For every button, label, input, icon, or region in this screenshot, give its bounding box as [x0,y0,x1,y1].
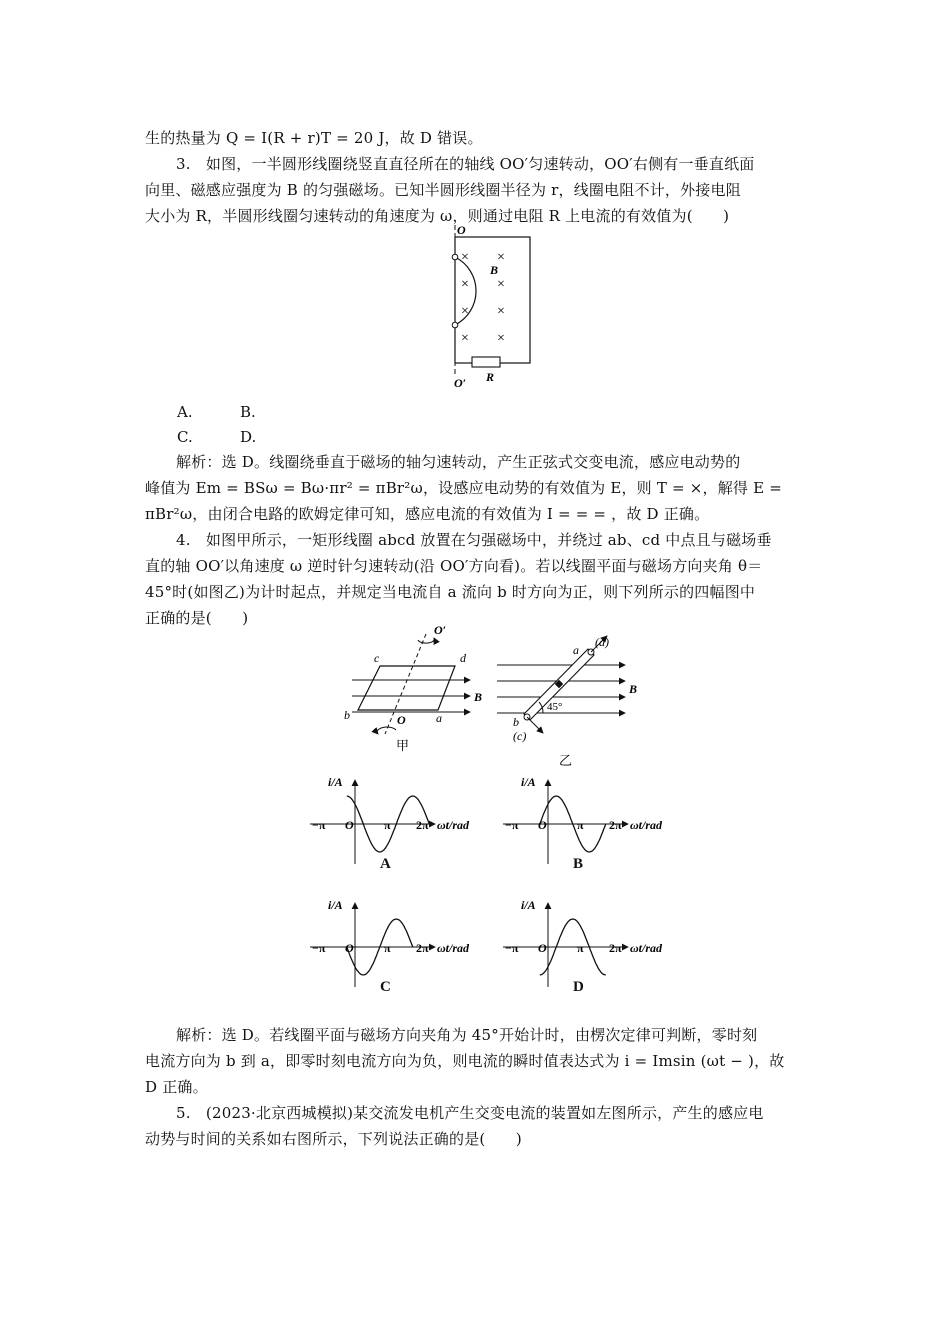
label-B: B [474,690,483,704]
graph-d [503,895,678,1005]
y-label: i/A [328,898,343,912]
analysis-4-line-1: 解析：选 D。若线圈平面与磁场方向夹角为 45°开始计时，由楞次定律可判断，零时刻 [176,1026,758,1044]
cross-mark: × [461,331,469,346]
graph-caption-b: B [573,856,584,872]
label-a: a [573,643,579,657]
label-a: a [436,711,442,725]
tick-origin: O [538,818,547,832]
question-4-line-3: 45°时(如图乙)为计时起点，并规定当电流自 a 流向 b 时方向为正，则下列所示的四幅图中 [145,583,756,601]
x-label: ωt/rad [630,818,663,832]
y-label: i/A [521,898,536,912]
x-label: ωt/rad [437,818,470,832]
question-4-line-2: 直的轴 OO′以角速度 ω 逆时针匀速转动(沿 OO′方向看)。若以线圈平面与磁场方向夹角 θ＝ [145,557,763,575]
graph-caption-c: C [380,979,391,995]
graph-a [310,772,485,882]
label-O-prime: O′ [454,376,467,390]
question-5-line-1: 5. (2023·北京西城模拟)某交流发电机产生交变电流的装置如左图所示，产生的感应电 [176,1104,764,1122]
graph-b [503,772,678,882]
option-a[interactable]: A. [177,403,193,421]
analysis-3-line-2: 峰值为 Em = BSω = Bω·πr² = πBr²ω，设感应电动势的有效值为 E，则 T = ×，解得 E = [145,479,782,497]
label-O: O [457,225,466,237]
figure-yi [495,632,645,767]
tick-pi: π [384,941,391,955]
label-angle: 45° [547,701,563,713]
tick-two-pi: 2π [609,818,622,832]
cross-mark: × [461,250,469,265]
label-b: b [513,715,519,729]
figure-semicircle-coil [440,225,540,395]
tick-origin: O [345,941,354,955]
figure-jia [330,622,490,752]
tick-neg-pi: −π [505,818,519,832]
question-4-line-1: 4. 如图甲所示，一矩形线圈 abcd 放置在匀强磁场中，并绕过 ab、cd 中点且与磁场垂 [176,531,772,549]
cross-mark: × [461,304,469,319]
graph-caption-d: D [573,979,584,995]
analysis-4-line-3: D 正确。 [145,1078,208,1096]
caption-jia: 甲 [396,738,410,752]
tick-pi: π [577,941,584,955]
label-B: B [629,682,638,696]
option-d[interactable]: D. [240,428,257,446]
x-label: ωt/rad [437,941,470,955]
tick-two-pi: 2π [609,941,622,955]
analysis-3-line-3: πBr²ω，由闭合电路的欧姆定律可知，感应电流的有效值为 I = = = ，故 D 正确。 [145,505,710,523]
question-3-line-2: 向里、磁感应强度为 B 的匀强磁场。已知半圆形线圈半径为 r，线圈电阻不计，外接电阻 [145,181,741,199]
cross-mark: × [497,277,505,292]
tick-neg-pi: −π [312,941,326,955]
graph-caption-a: A [380,856,391,872]
option-c[interactable]: C. [177,428,193,446]
tick-pi: π [384,818,391,832]
tick-two-pi: 2π [416,818,429,832]
caption-yi: 乙 [559,753,573,767]
label-B: B [490,263,499,277]
question-5-line-2: 动势与时间的关系如右图所示，下列说法正确的是( ) [145,1130,522,1148]
label-O: O [397,713,406,727]
x-label: ωt/rad [630,941,663,955]
tick-pi: π [577,818,584,832]
cross-mark: × [497,304,505,319]
tick-two-pi: 2π [416,941,429,955]
tick-neg-pi: −π [312,818,326,832]
label-b: b [344,708,350,722]
option-b[interactable]: B. [240,403,256,421]
y-label: i/A [521,775,536,789]
label-R: R [486,370,495,384]
graph-c [310,895,485,1005]
cross-mark: × [497,331,505,346]
text-line-1: 生的热量为 Q = I(R + r)T = 20 J，故 D 错误。 [145,129,483,147]
tick-neg-pi: −π [505,941,519,955]
label-c: (c) [513,729,527,743]
analysis-4-line-2: 电流方向为 b 到 a，即零时刻电流方向为负，则电流的瞬时值表达式为 i = Imsin (ωt − )，故 [145,1052,785,1070]
question-3-line-3: 大小为 R，半圆形线圈匀速转动的角速度为 ω，则通过电阻 R 上电流的有效值为( ) [145,207,730,225]
tick-origin: O [345,818,354,832]
tick-origin: O [538,941,547,955]
cross-mark: × [497,250,505,265]
label-c: c [374,651,380,665]
question-3-line-1: 3. 如图，一半圆形线圈绕竖直直径所在的轴线 OO′匀速转动，OO′右侧有一垂直纸面 [176,155,755,173]
label-d: (d) [595,635,609,649]
question-4-line-4: 正确的是( ) [145,609,249,627]
analysis-3-line-1: 解析：选 D。线圈绕垂直于磁场的轴匀速转动，产生正弦式交变电流，感应电动势的 [176,453,741,471]
label-d: d [460,651,466,665]
cross-mark: × [461,277,469,292]
label-O-prime: O′ [434,623,447,637]
y-label: i/A [328,775,343,789]
